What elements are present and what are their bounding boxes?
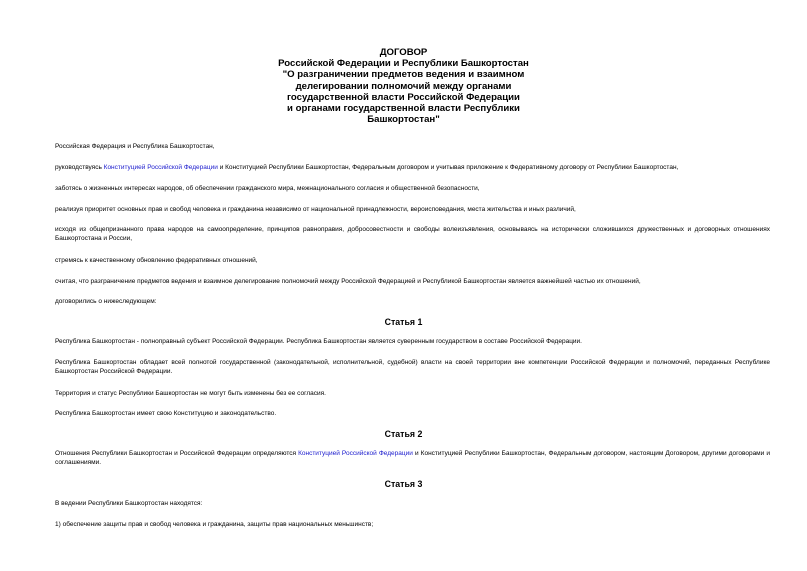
title-line: государственной власти Российской Федерации bbox=[287, 91, 520, 103]
preamble-paragraph-constitution bbox=[42, 163, 770, 172]
article-3-paragraph bbox=[42, 499, 770, 508]
paragraph-text: руководствуясь bbox=[55, 164, 104, 171]
paragraph-text: 1) обеспечение защиты прав и свобод человека и гражданина, защиты прав национальных меньшинств; bbox=[55, 521, 374, 528]
article-2-heading: Статья 2 bbox=[384, 429, 423, 439]
title-line: ДОГОВОР bbox=[379, 47, 428, 58]
preamble-paragraph bbox=[42, 142, 770, 151]
title-line: Российской Федерации и Республики Башкортостан bbox=[278, 58, 529, 70]
preamble-paragraph bbox=[42, 184, 770, 193]
paragraph-text: Республика Башкортостан обладает всей полнотой государственной (законодательной, исполнительной, судебной) власти на своей территории вне компетенции Российской Федерации и полномочий, переданных Республике Башкортостан Российской Федерации. bbox=[55, 359, 770, 375]
paragraph-text: договорились о нижеследующем: bbox=[55, 298, 157, 305]
paragraph-text: Российская Федерация и Республика Башкортостан, bbox=[55, 143, 215, 150]
paragraph-text: и Конституцией Республики Башкортостан, Федеральным договором и учитывая приложение к Федеративному договору от Республики Башкортостан, bbox=[217, 164, 679, 171]
paragraph-text: реализуя приоритет основных прав и свобод человека и гражданина независимо от национальной принадлежности, вероисповедания, места жительства и иных различий, bbox=[55, 206, 576, 213]
paragraph-text: Территория и статус Республики Башкортостан не могут быть изменены без ее согласия. bbox=[55, 390, 326, 397]
paragraph-text: В ведении Республики Башкортостан находятся: bbox=[55, 500, 203, 507]
title-line: делегировании полномочий между органами bbox=[295, 80, 512, 92]
document-title bbox=[0, 47, 807, 125]
paragraph-text: Отношения Республики Башкортостан и Российской Федерации определяются bbox=[55, 450, 299, 457]
article-1-paragraph bbox=[42, 389, 770, 398]
article-3-paragraph bbox=[42, 520, 770, 529]
title-line: и органами государственной власти Республики bbox=[287, 103, 520, 115]
title-line: Башкортостан" bbox=[367, 114, 440, 126]
title-line: "О разграничении предметов ведения и взаимном bbox=[282, 69, 525, 81]
constitution-link[interactable]: Конституцией Российской Федерации bbox=[298, 450, 413, 457]
constitution-link[interactable]: Конституцией Российской Федерации bbox=[103, 164, 218, 171]
article-3-heading: Статья 3 bbox=[384, 479, 423, 489]
article-1-paragraph bbox=[42, 358, 770, 376]
paragraph-text: стремясь к качественному обновлению федеративных отношений, bbox=[55, 257, 258, 264]
preamble-paragraph bbox=[42, 205, 770, 214]
paragraph-text: Республика Башкортостан - полноправный субъект Российской Федерации. Республика Башкортостан является суверенным государством в составе Российской Федерации. bbox=[55, 338, 582, 345]
preamble-paragraph bbox=[42, 277, 770, 286]
paragraph-text: и Конституцией Республики Башкортостан, Федеральным договором, настоящим Договором, другими договорами и соглашениями. bbox=[55, 450, 770, 466]
preamble-paragraph bbox=[42, 225, 770, 243]
article-1-paragraph bbox=[42, 337, 770, 346]
preamble-paragraph bbox=[42, 297, 770, 306]
paragraph-text: Республика Башкортостан имеет свою Конституцию и законодательство. bbox=[55, 410, 277, 417]
paragraph-text: считая, что разграничение предметов ведения и взаимное делегирование полномочий между Российской Федерацией и Республикой Башкортостан является важнейшей частью их отношений, bbox=[55, 278, 641, 285]
preamble-paragraph bbox=[42, 256, 770, 265]
paragraph-text: заботясь о жизненных интересах народов, об обеспечении гражданского мира, межнационального согласия и общественной безопасности, bbox=[55, 185, 480, 192]
article-2-paragraph-constitution bbox=[42, 449, 770, 467]
article-1-heading: Статья 1 bbox=[384, 317, 423, 327]
article-1-paragraph bbox=[42, 409, 770, 418]
paragraph-text: исходя из общепризнанного права народов на самоопределение, принципов равноправия, добросовестности и свободы волеизъявления, основываясь на исторически сложившихся дружественных и договорных отношениях Башкортостана и России, bbox=[55, 226, 770, 242]
